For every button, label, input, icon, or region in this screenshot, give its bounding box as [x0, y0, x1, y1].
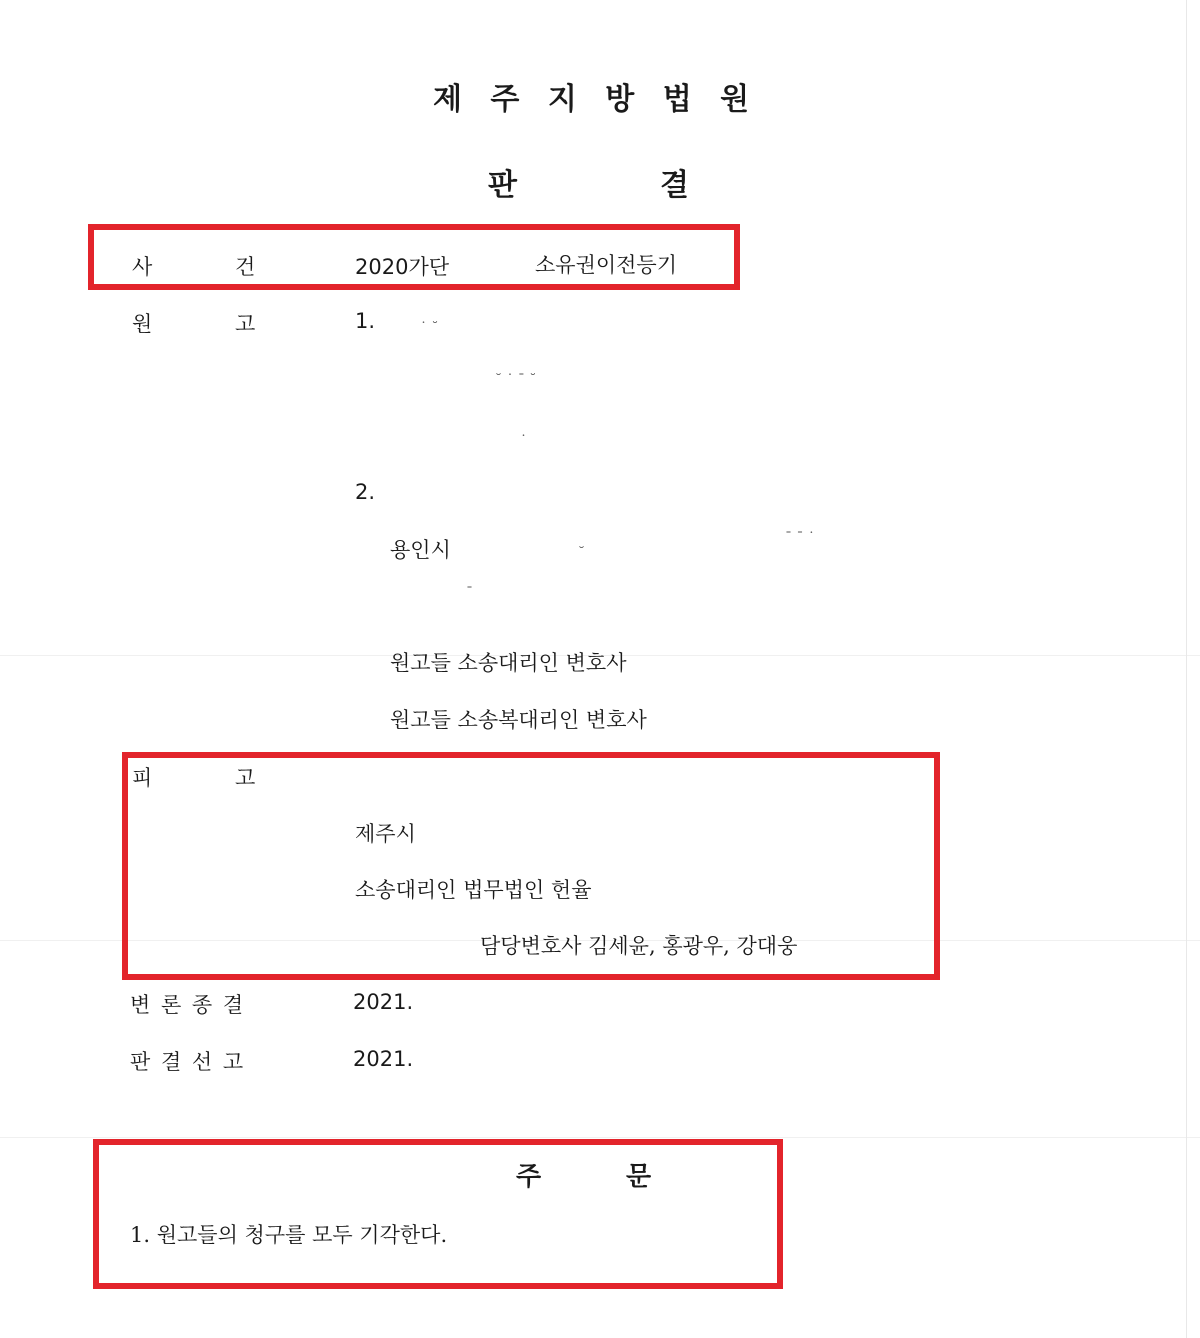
- redaction-trace: ˘: [578, 545, 585, 561]
- plaintiff-label-left: 원: [132, 312, 153, 336]
- case-label-right: 건: [235, 255, 256, 279]
- scan-line: [0, 1137, 1200, 1138]
- plaintiff-item2-number: 2.: [355, 480, 376, 504]
- court-name: 제 주 지 방 법 원: [433, 82, 752, 117]
- defendant-address: 제주시: [355, 822, 416, 846]
- defendant-lawyers: 담당변호사 김세윤, 홍광우, 강대웅: [480, 934, 798, 958]
- closing-date: 2021.: [353, 990, 414, 1014]
- case-highlight-box: [88, 224, 740, 290]
- defendant-label-left: 피: [132, 766, 153, 790]
- plaintiff-sub-attorney: 원고들 소송복대리인 변호사: [390, 708, 647, 732]
- plaintiff-attorney: 원고들 소송대리인 변호사: [390, 651, 627, 675]
- case-number: 2020가단: [355, 255, 450, 279]
- order-title-left: 주: [516, 1162, 542, 1192]
- redaction-trace: ˘ ˙ ˉ ˘: [495, 372, 537, 388]
- verdict-date: 2021.: [353, 1047, 414, 1071]
- case-name: 소유권이전등기: [535, 253, 678, 277]
- doc-type-right: 결: [660, 168, 689, 203]
- redaction-trace: ˉ ˉ ˙: [785, 530, 815, 546]
- defendant-representative: 소송대리인 법무법인 헌율: [355, 878, 592, 902]
- defendant-label-right: 고: [235, 766, 256, 790]
- defendant-highlight-box: [122, 752, 940, 980]
- plaintiff-item1-number: 1.: [355, 309, 376, 333]
- verdict-label: 판 결 선 고: [130, 1050, 246, 1074]
- closing-label: 변 론 종 결: [130, 993, 246, 1017]
- case-label-left: 사: [132, 255, 153, 279]
- scan-edge: [1186, 0, 1187, 1338]
- plaintiff-item2-address: 용인시: [390, 538, 451, 562]
- order-highlight-box: [93, 1139, 783, 1289]
- doc-type-left: 판: [488, 168, 517, 203]
- plaintiff-label-right: 고: [235, 312, 256, 336]
- redaction-trace: ˙: [520, 433, 527, 449]
- redaction-trace: ˙ ˘: [420, 320, 439, 336]
- redaction-trace: ˉ: [466, 585, 473, 601]
- order-title-right: 문: [626, 1162, 652, 1192]
- order-item-1: 1. 원고들의 청구를 모두 기각한다.: [130, 1223, 448, 1247]
